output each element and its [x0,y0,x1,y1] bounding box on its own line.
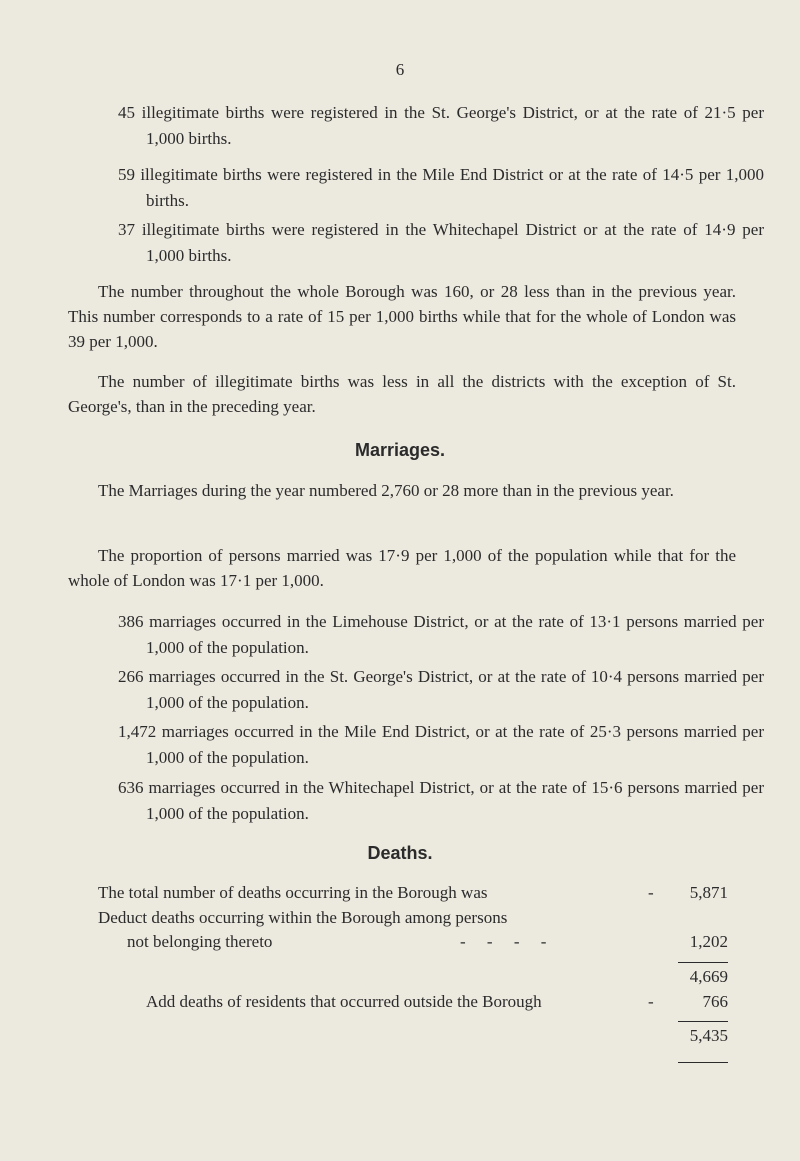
deaths-deduct-label: Deduct deaths occurring within the Borough among persons [98,908,508,927]
deaths-heading: Deaths. [367,843,433,863]
deaths-add-dash: - [648,992,654,1011]
deaths-add-value: 766 [702,992,728,1011]
deaths-total-dash: - [648,883,654,902]
subtotal-rule [678,962,728,963]
deaths-subtotal-value: 4,669 [689,967,728,986]
marriage-item-mile-end: 1,472 marriages occurred in the Mile End District, or at the rate of 25·3 persons married per 1,000 of the population. [118,722,764,767]
paragraph-illegitimate-less: The number of illegitimate births was less in all the districts with the exception of St. George's, than in the preceding year. [68,372,736,416]
total-rule [678,1021,728,1022]
paragraph-marriages-proportion: The proportion of persons married was 17·9 per 1,000 of the population while that for the whole of London was 17·1 per 1,000. [68,546,736,590]
deaths-total-value: 5,871 [689,883,728,902]
illegitimate-item-st-georges: 45 illegitimate births were registered in the St. George's District, or at the rate of 21·5 per 1,000 births. [118,103,764,148]
page-number: 6 [395,60,405,79]
marriage-item-st-georges: 266 marriages occurred in the St. George's District, or at the rate of 10·4 persons married per 1,000 of the population. [118,667,764,712]
illegitimate-item-mile-end: 59 illegitimate births were registered in the Mile End District or at the rate of 14·5 per 1,000 births. [118,165,764,210]
deaths-total-resident-value: 5,435 [689,1026,728,1045]
total-underline-rule [678,1062,728,1063]
deaths-deduct-dashes: - - - - [460,932,547,951]
marriages-heading: Marriages. [354,440,446,460]
paragraph-marriages-total: The Marriages during the year numbered 2,760 or 28 more than in the previous year. [98,481,674,500]
deaths-total-label: The total number of deaths occurring in the Borough was [98,883,488,902]
illegitimate-item-whitechapel: 37 illegitimate births were registered in the Whitechapel District or at the rate of 14·9 per 1,000 births. [118,220,764,265]
marriage-item-whitechapel: 636 marriages occurred in the Whitechapel District, or at the rate of 15·6 persons married per 1,000 of the population. [118,778,764,823]
deaths-deduct-label-continued: not belonging thereto [127,932,273,951]
paragraph-borough-total: The number throughout the whole Borough was 160, or 28 less than in the previous year. This number corresponds to a rate of 15 per 1,000 births while that for the whole of London was 39 per 1,000. [68,282,736,351]
marriage-item-limehouse: 386 marriages occurred in the Limehouse District, or at the rate of 13·1 persons married per 1,000 of the population. [118,612,764,657]
deaths-deduct-value: 1,202 [689,932,728,951]
deaths-add-label: Add deaths of residents that occurred outside the Borough [146,992,542,1011]
